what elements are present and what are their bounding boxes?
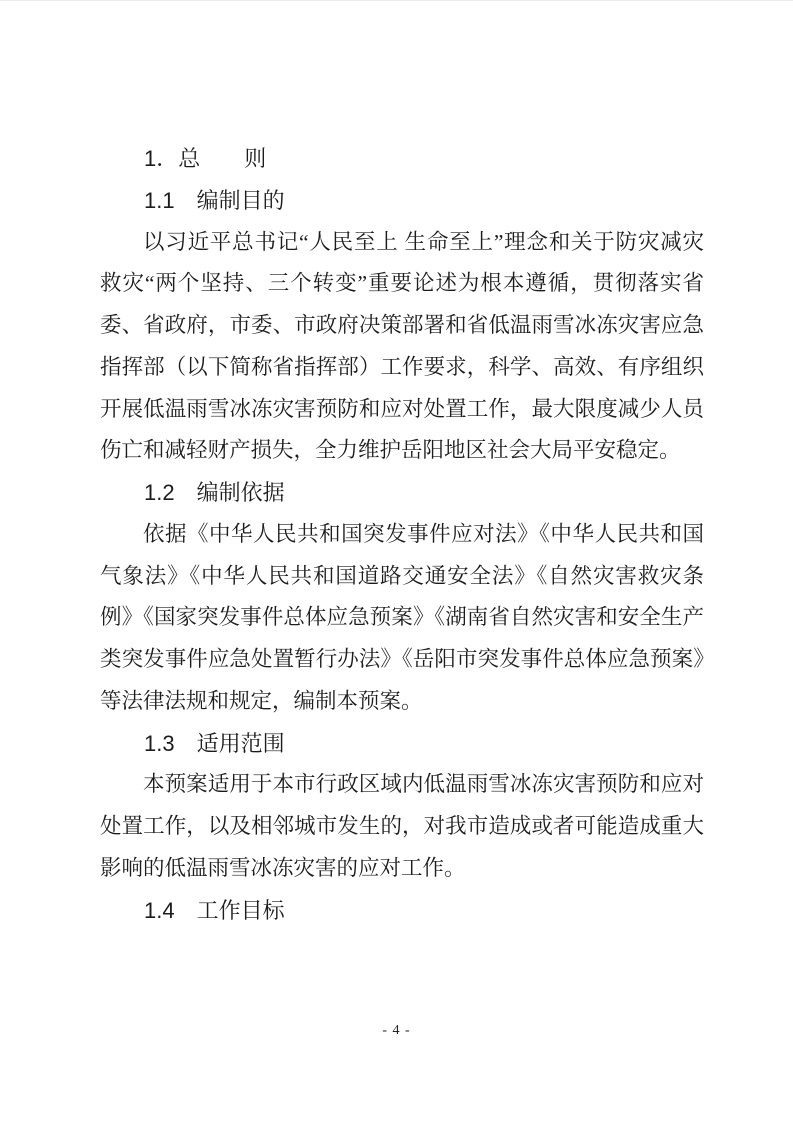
section-heading-1-3: 1.3 适用范围 [144,730,285,756]
section-heading-1-1: 1.1 编制目的 [144,187,285,213]
section-heading-1-2: 1.2 编制依据 [144,480,285,505]
section-paragraph-1-3: 本预案适用于本市行政区域内低温雨雪冰冻灾害预防和应对处置工作，以及相邻城市发生的，对我市造成或者可能造成重大影响的低温雨雪冰冻灾害的应对工作。 [100,772,704,880]
chapter-heading: 1．总 则 [144,146,267,171]
document-content [100,138,704,931]
section-heading-1-4: 1.4 工作目标 [144,897,285,923]
section-paragraph-1-2: 依据《中华人民共和国突发事件应对法》《中华人民共和国气象法》《中华人民共和国道路交通安全法》《自然灾害救灾条例》《国家突发事件总体应急预案》《湖南省自然灾害和安全生产类突发事件应急处置暂行办法》《岳阳市突发事件总体应急预案》等法律法规和规定，编制本预案。 [100,521,704,713]
page-number: - 4 - [382,1023,411,1038]
section-paragraph-1-1: 以习近平总书记“人民至上 生命至上”理念和关于防灾减灾救灾“两个坚持、三个转变”重要论述为根本遵循，贯彻落实省委、省政府，市委、市政府决策部署和省低温雨雪冰冻灾害应急指挥部（以下简称省指挥部）工作要求，科学、高效、有序组织开展低温雨雪冰冻灾害预防和应对处置工作，最大限度减少人员伤亡和减轻财产损失，全力维护岳阳地区社会大局平安稳定。 [100,229,704,463]
